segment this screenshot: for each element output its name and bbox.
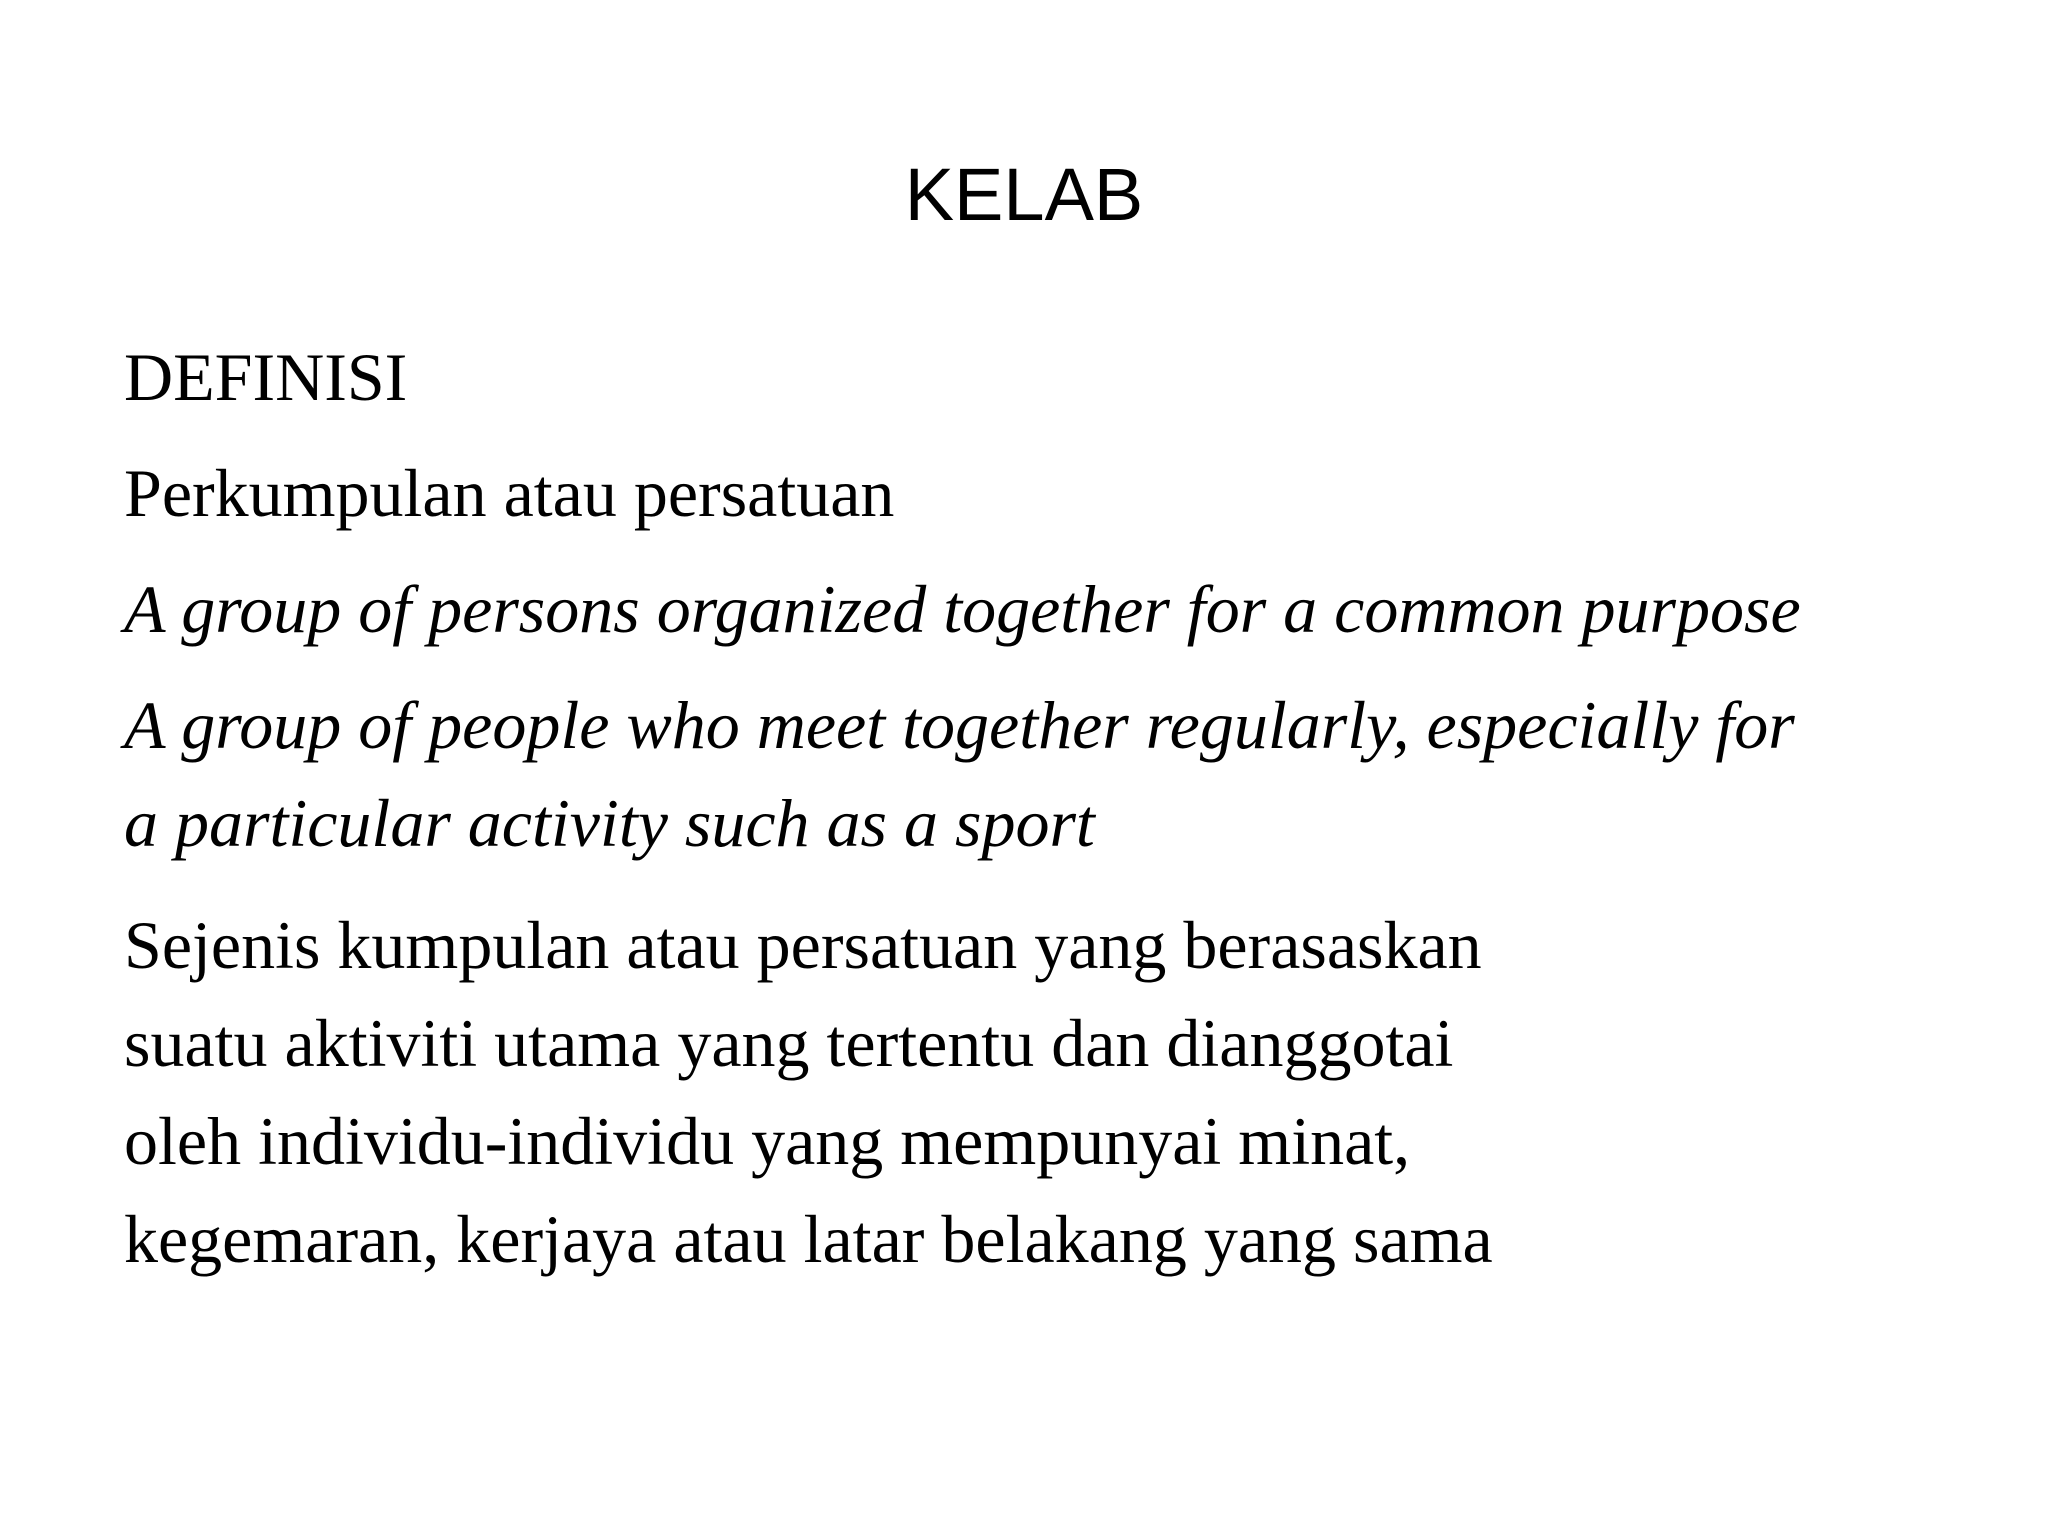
definition-english-2 [124,676,1954,872]
definition-english-2-line-2: a particular activity such as a sport [124,785,1095,861]
definition-malay-short: Perkumpulan atau persatuan [124,455,895,531]
slide-body [124,328,1954,1288]
definition-malay-long-line-3: oleh individu-individu yang mempunyai minat, [124,1103,1411,1179]
definition-heading: DEFINISI [124,339,408,415]
definition-malay-long-line-4: kegemaran, kerjaya atau latar belakang yang sama [124,1201,1493,1277]
definition-english-1: A group of persons organized together for a common purpose [124,571,1801,647]
definition-malay-long-line-2: suatu aktiviti utama yang tertentu dan dianggotai [124,1005,1454,1081]
definition-malay-long-line-1: Sejenis kumpulan atau persatuan yang berasaskan [124,907,1482,983]
definition-malay-long [124,896,1954,1288]
definition-english-2-line-1: A group of people who meet together regularly, especially for [124,687,1795,763]
slide-title: KELAB [904,153,1144,236]
